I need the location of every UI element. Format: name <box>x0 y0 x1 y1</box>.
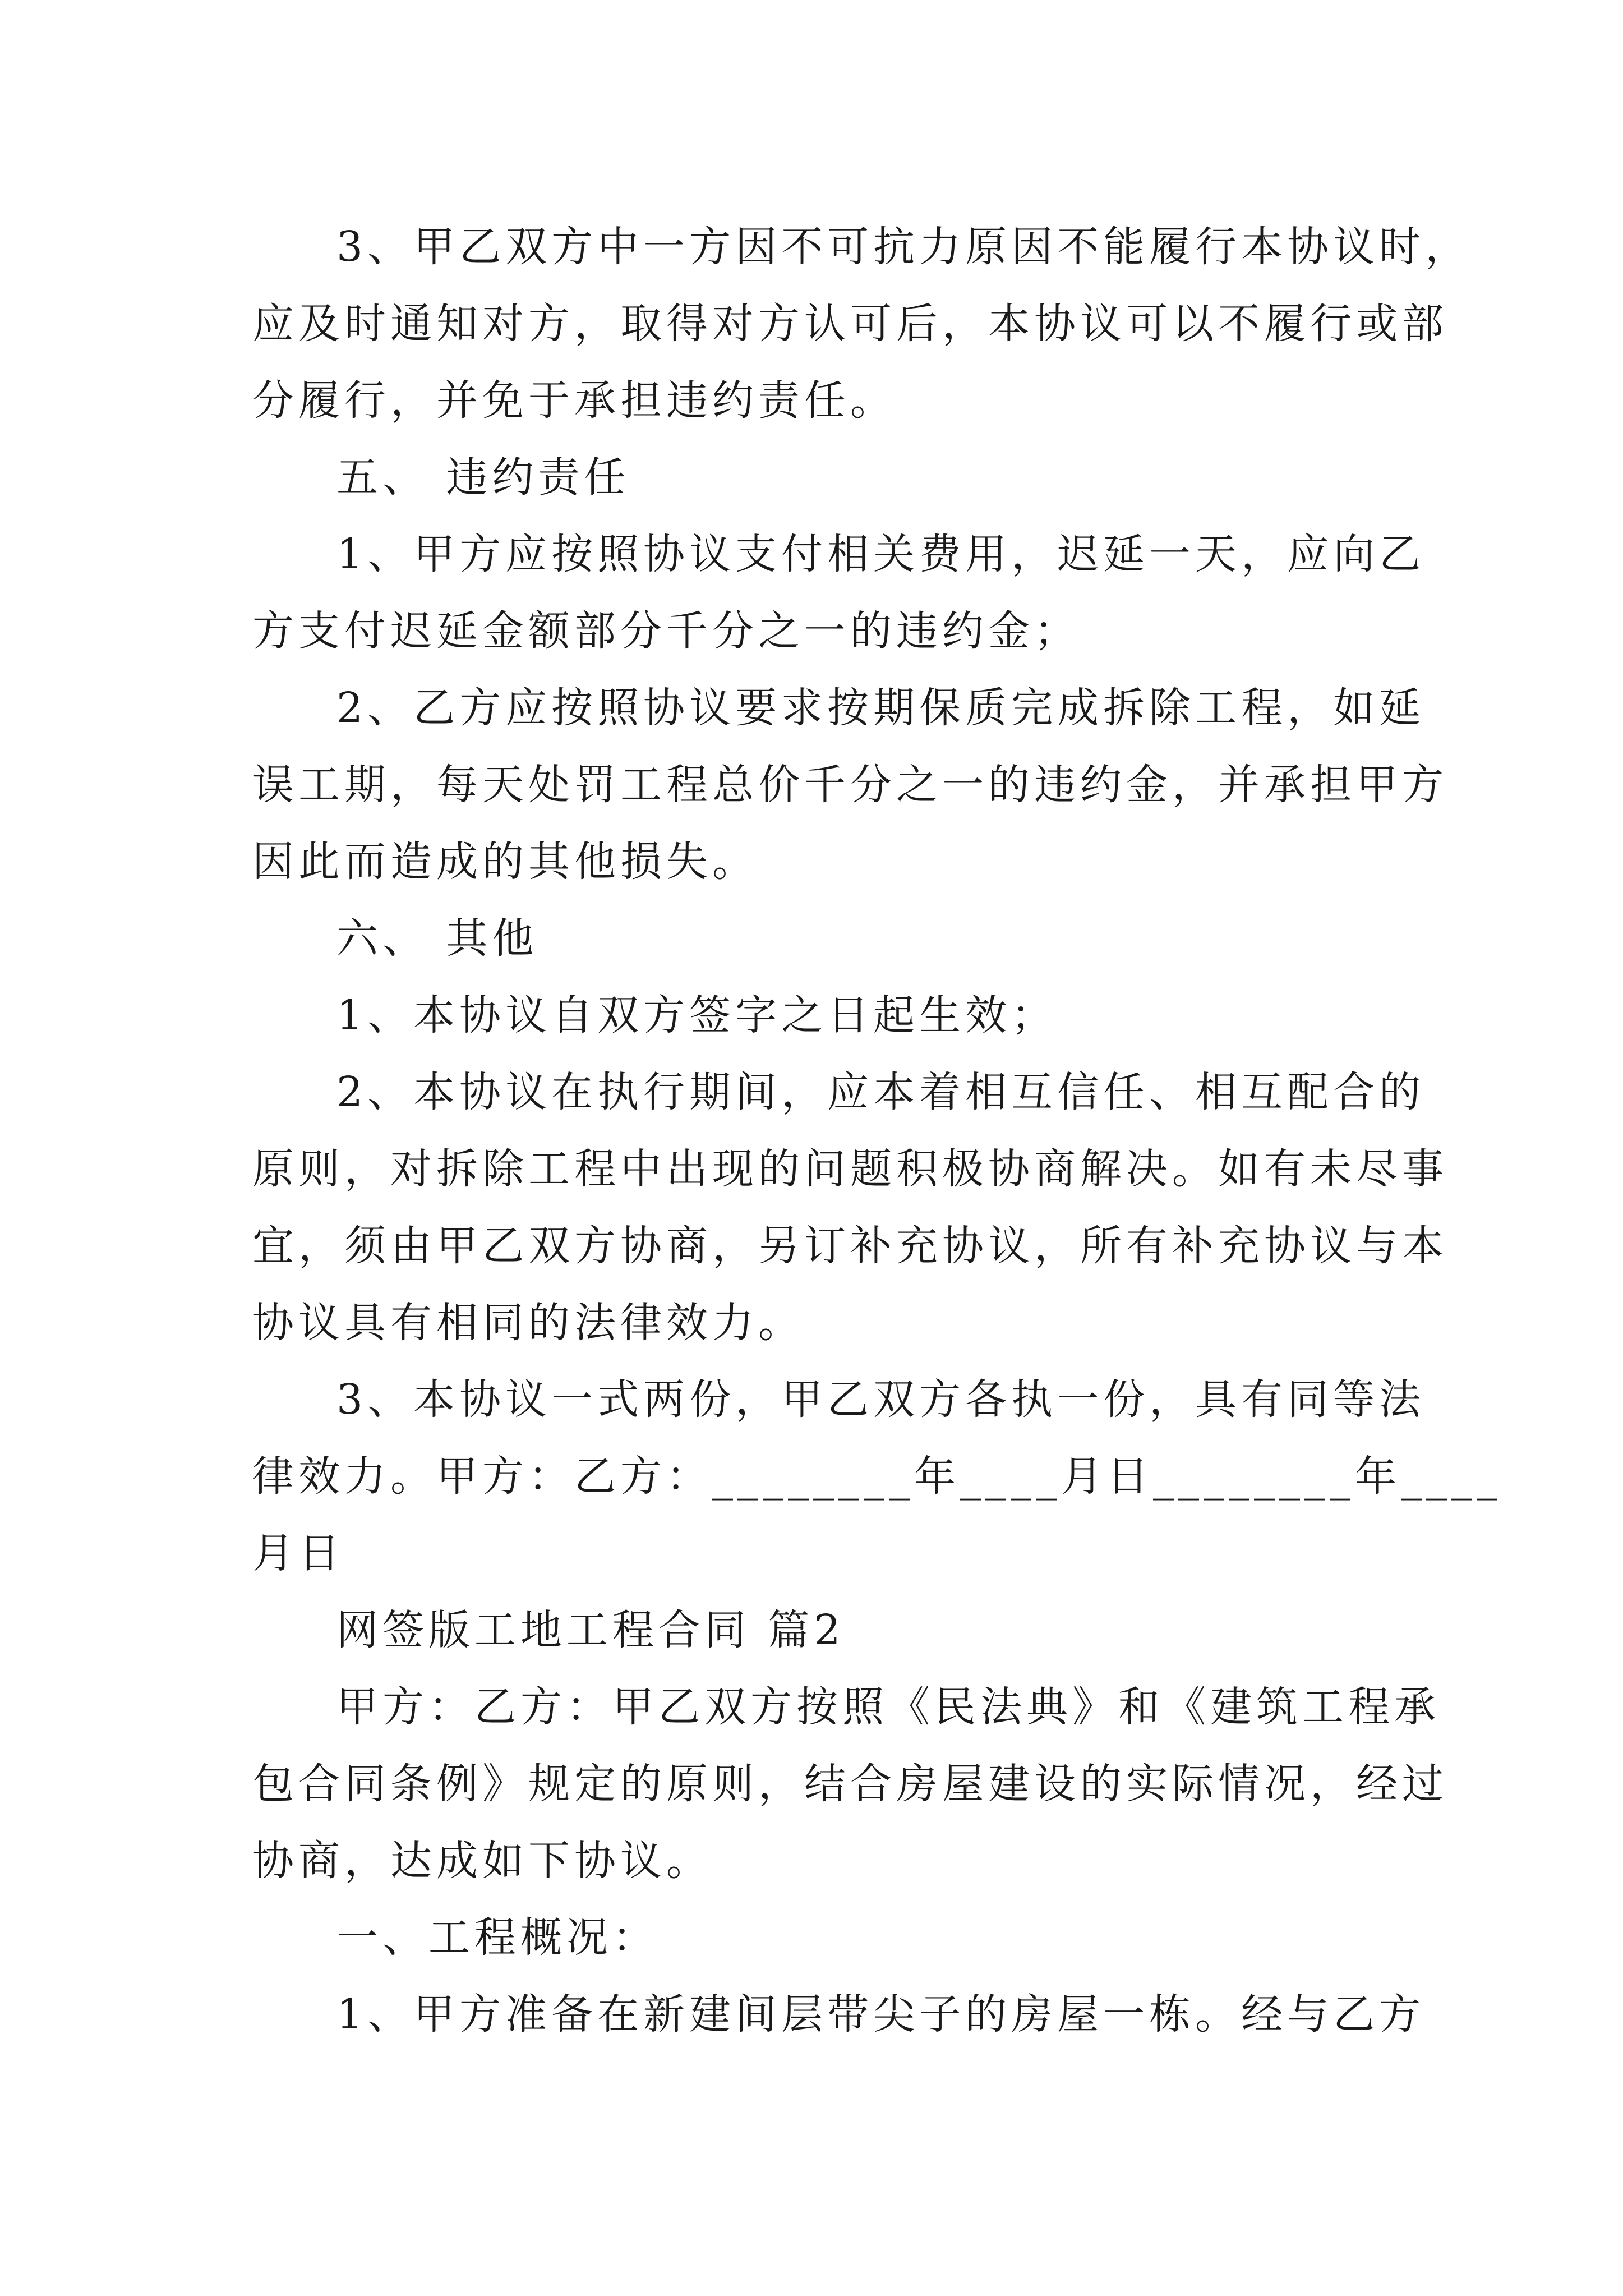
paragraph-line: 甲方：乙方：甲乙双方按照《民法典》和《建筑工程承 <box>336 1683 1440 1731</box>
paragraph-line: 1、甲方准备在新建间层带尖子的房屋一栋。经与乙方 <box>336 1990 1426 2039</box>
paragraph-line: 分履行，并免于承担违约责任。 <box>252 376 896 425</box>
paragraph-line: 2、本协议在执行期间，应本着相互信任、相互配合的 <box>336 1068 1426 1116</box>
paragraph-line: 1、本协议自双方签字之日起生效； <box>336 991 1058 1039</box>
paragraph-line: 3、本协议一式两份，甲乙双方各执一份，具有同等法 <box>336 1375 1426 1424</box>
paragraph-line: 误工期，每天处罚工程总价千分之一的违约金，并承担甲方 <box>252 761 1448 809</box>
paragraph-line: 2、乙方应按照协议要求按期保质完成拆除工程，如延 <box>336 684 1426 732</box>
paragraph-line: 协商，达成如下协议。 <box>252 1837 712 1885</box>
paragraph-line: 原则，对拆除工程中出现的问题积极协商解决。如有未尽事 <box>252 1145 1448 1193</box>
section-heading: 六、 其他 <box>336 914 538 963</box>
paragraph-line: 宜，须由甲乙双方协商，另订补充协议，所有补充协议与本 <box>252 1222 1448 1270</box>
paragraph-line: 方支付迟延金额部分千分之一的违约金； <box>252 607 1080 655</box>
paragraph-line: 应及时通知对方，取得对方认可后，本协议可以不履行或部 <box>252 300 1448 348</box>
paragraph-line: 协议具有相同的法律效力。 <box>252 1299 804 1347</box>
section-heading: 一、工程概况： <box>336 1913 658 1962</box>
paragraph-line: 月日 <box>252 1529 344 1577</box>
article-title: 网签版工地工程合同 篇2 <box>336 1606 845 1654</box>
paragraph-line: 因此而造成的其他损失。 <box>252 838 758 886</box>
paragraph-line: 3、甲乙双方中一方因不可抗力原因不能履行本协议时， <box>336 223 1472 271</box>
paragraph-line: 1、甲方应按照协议支付相关费用，迟延一天，应向乙 <box>336 530 1426 578</box>
paragraph-line: 包合同条例》规定的原则，结合房屋建设的实际情况，经过 <box>252 1760 1448 1808</box>
section-heading: 五、 违约责任 <box>336 453 630 501</box>
signature-line: 律效力。甲方：乙方：________年____月日________年____ <box>252 1452 1502 1501</box>
